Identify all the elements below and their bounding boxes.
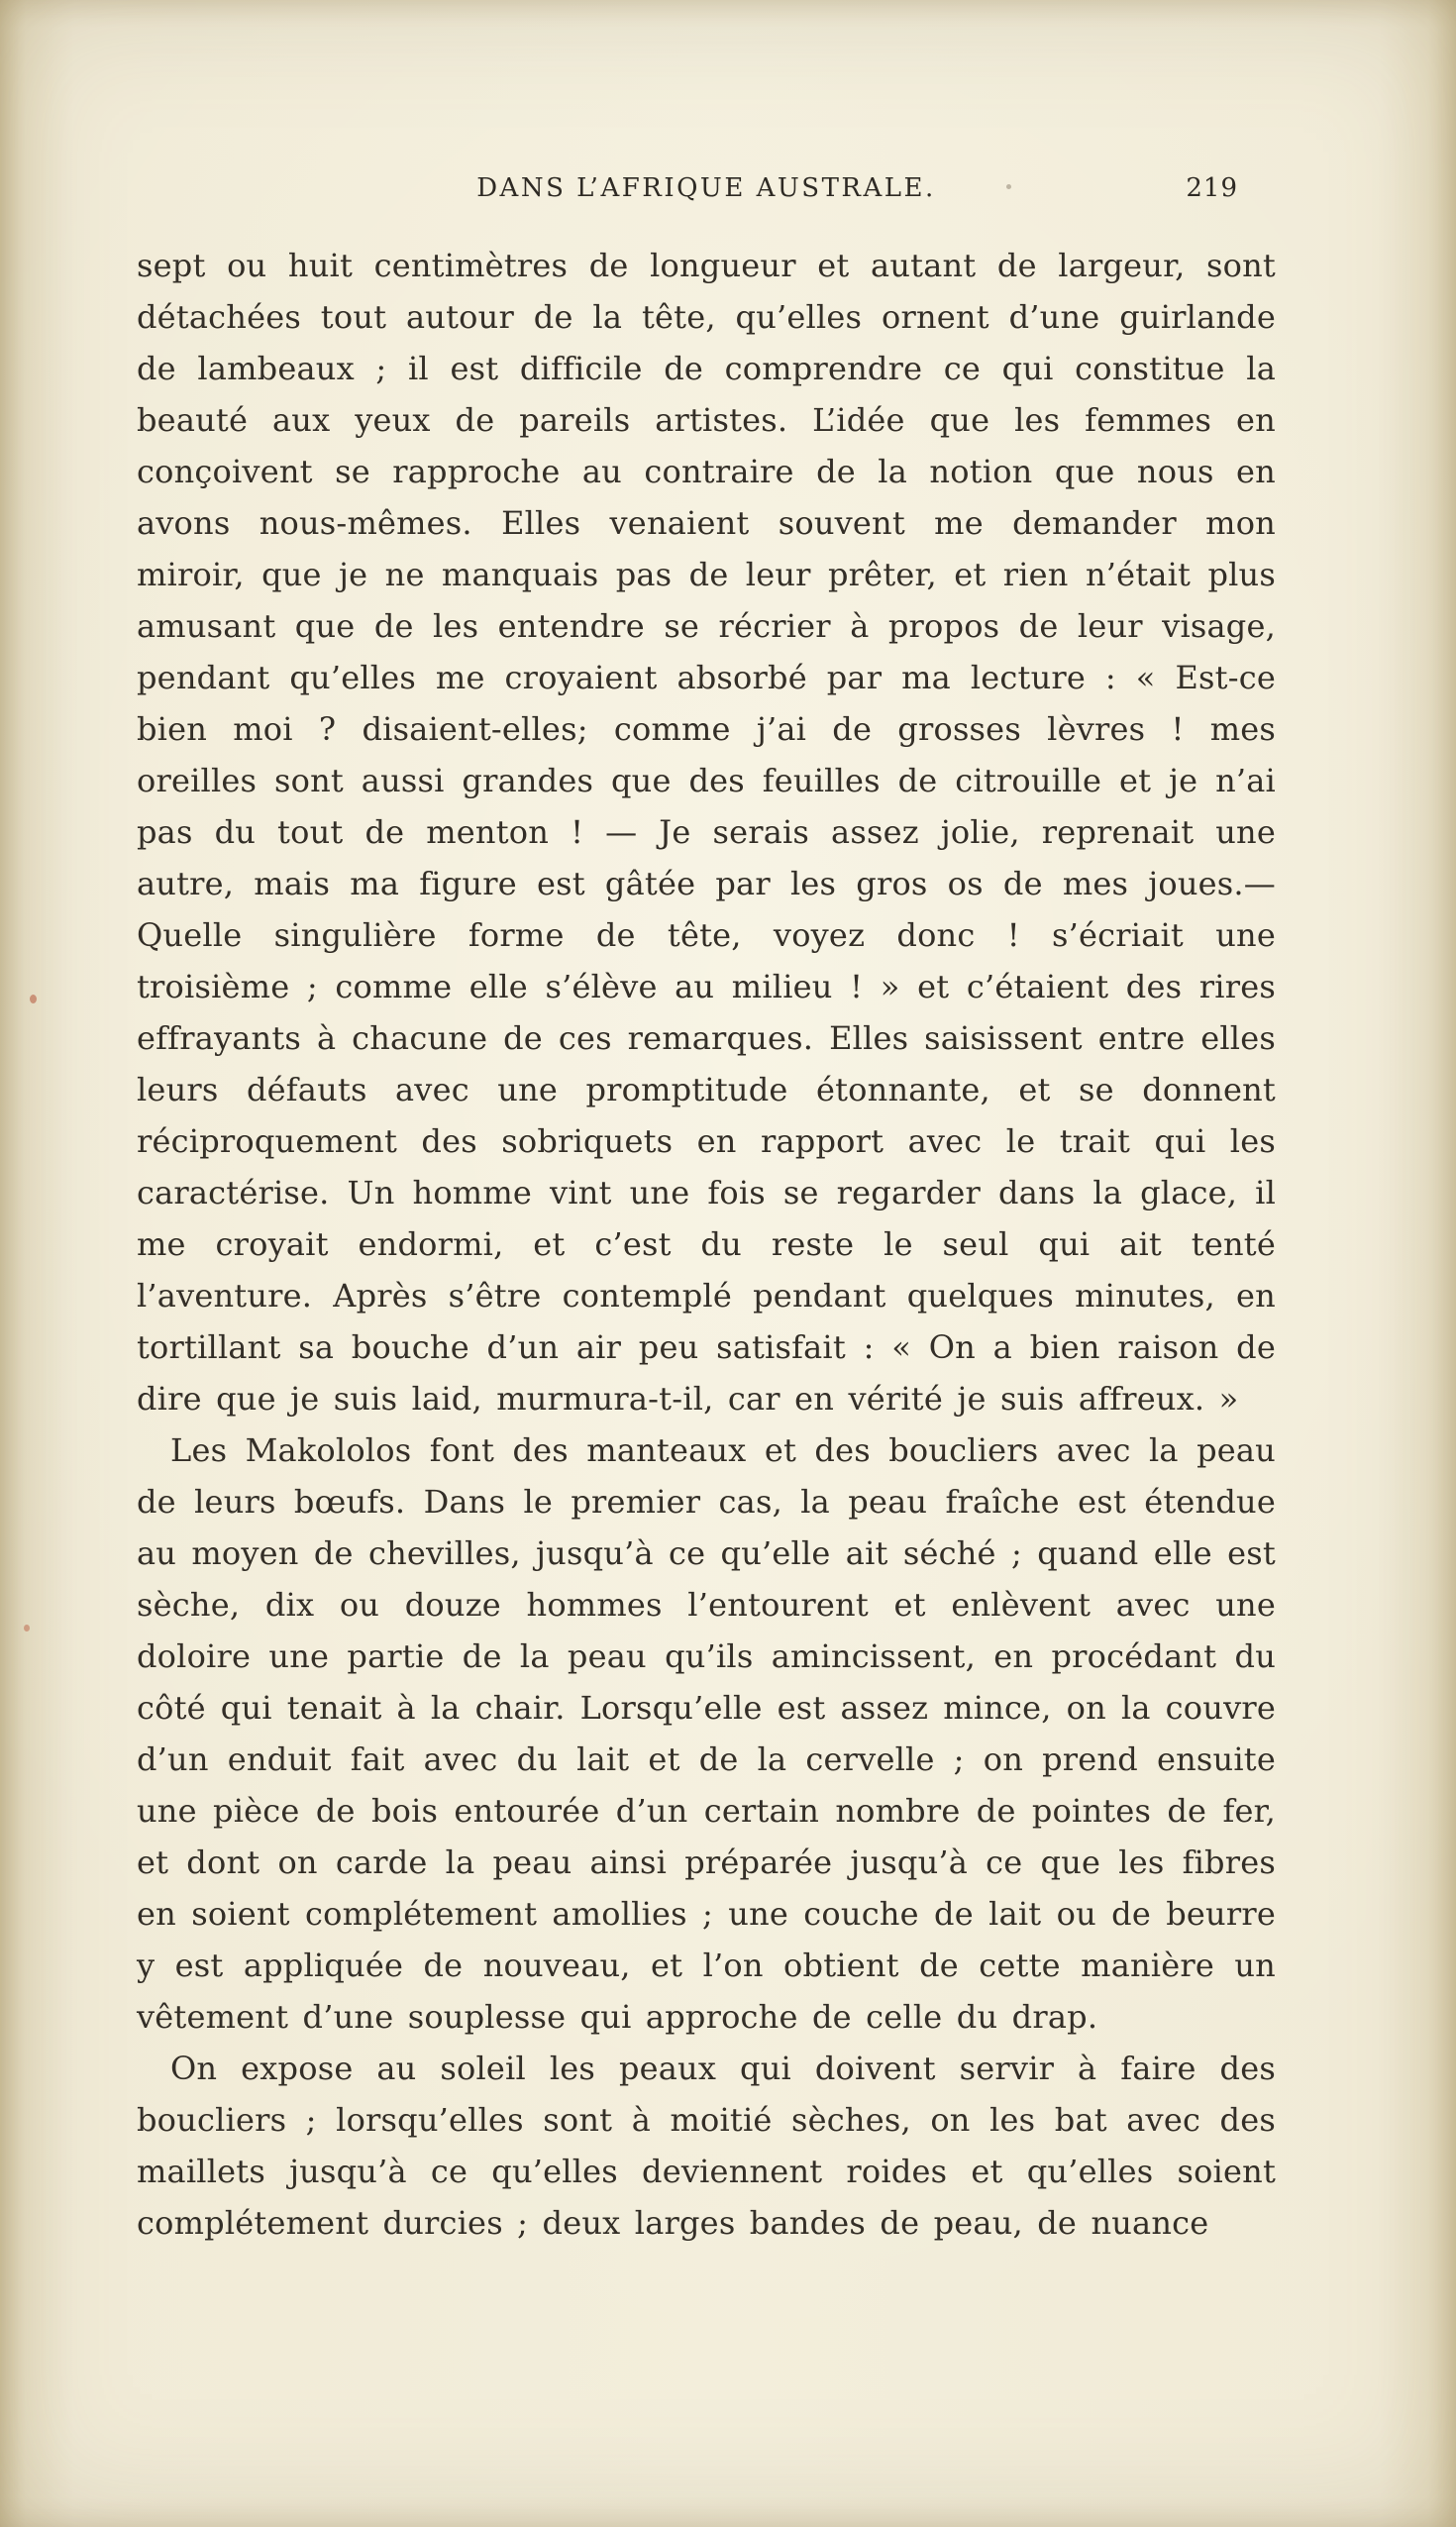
paragraph: sept ou huit centimètres de longueur et autant de largeur, sont détachées tout autour de la tête, qu’elles ornent d’une guirlande de lambeaux ; il est difficile de comprendre ce qui constitue la beauté aux yeux de pareils artistes. L’idée que les femmes en conçoivent se rapproche au contraire de la notion que nous en avons nous-mêmes. Elles venaient souvent me demander mon miroir, que je ne manquais pas de leur prêter, et rien n’était plus amusant que de les entendre se récrier à propos de leur visage, pendant qu’elles me croyaient absorbé par ma lecture : « Est-ce bien moi ? disaient-elles; comme j’ai de grosses lèvres ! mes oreilles sont aussi grandes que des feuilles de citrouille et je n’ai pas du tout de menton ! — Je serais assez jolie, reprenait une autre, mais ma figure est gâtée par les gros os de mes joues.— Quelle singulière forme de tête, voyez donc ! s’écriait une troisième ; comme elle s’élève au milieu ! » et c’étaient des rires effrayants à chacune de ces remarques. Elles saisissent entre elles leurs défauts avec une promptitude étonnante, et se donnent réciproquement des sobriquets en rapport avec le trait qui les caractérise. Un homme vint une fois se regarder dans la glace, il me croyait endormi, et c’est du reste le seul qui ait tenté l’aventure. Après s’être contemplé pendant quelques minutes, en tortillant sa bouche d’un air peu satisfait : « On a bien raison de dire que je suis laid, murmura-t-il, car en vérité je suis affreux. » — [137, 247, 1276, 1418]
page-body — [137, 170, 1276, 2249]
running-header — [137, 170, 1276, 206]
running-title: DANS L’AFRIQUE AUSTRALE. — [476, 173, 936, 203]
body-text — [137, 240, 1276, 2249]
paragraph: On expose au soleil les peaux qui doivent servir à faire des boucliers ; lorsqu’elles sont à moitié sèches, on les bat avec des maillets jusqu’à ce qu’elles deviennent roides et qu’elles soient complétement durcies ; deux larges bandes de peau, de nuance — [137, 2050, 1276, 2242]
paper-speck — [24, 1625, 30, 1632]
paragraph: Les Makololos font des manteaux et des boucliers avec la peau de leurs bœufs. Dans le premier cas, la peau fraîche est étendue au moyen de chevilles, jusqu’à ce qu’elle ait séché ; quand elle est sèche, dix ou douze hommes l’entourent et enlèvent avec une doloire une partie de la peau qu’ils amincissent, en procédant du côté qui tenait à la chair. Lorsqu’elle est assez mince, on la couvre d’un enduit fait avec du lait et de la cervelle ; on prend ensuite une pièce de bois entourée d’un certain nombre de pointes de fer, et dont on carde la peau ainsi préparée jusqu’à ce que les fibres en soient complétement amollies ; une couche de lait ou de beurre y est appliquée de nouveau, et l’on obtient de cette manière un vêtement d’une souplesse qui approche de celle du drap. — [137, 1431, 1276, 2036]
paper-speck — [30, 995, 37, 1003]
page-number: 219 — [1186, 173, 1238, 203]
